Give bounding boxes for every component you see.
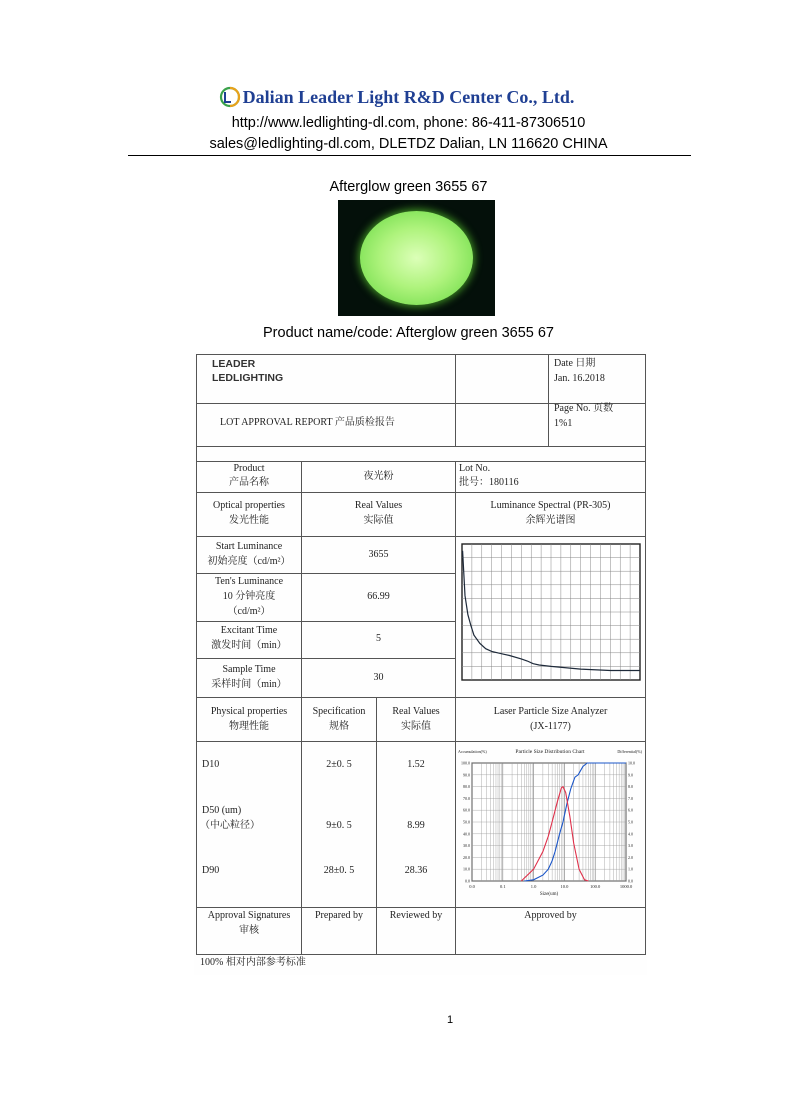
header-divider [128,155,691,156]
d50-label: D50 (um) [202,805,242,816]
page-no-value: 1%1 [554,418,573,429]
laser-cn: (JX-1177) [530,721,571,732]
excitant-value: 5 [376,633,381,644]
excitant-en: Excitant Time [220,625,278,636]
psd-x-tick-label: 0.1 [499,884,506,889]
report-company-line2: LEDLIGHTING [212,372,284,384]
psd-x-axis-label: Size(um) [539,892,559,897]
leader-light-logo-icon [219,86,241,113]
psd-y-right-tick-label: 1.0 [628,866,633,872]
psd-y-right-tick-label: 6.0 [628,807,633,813]
psd-y-left-tick-label: 40.0 [463,831,470,837]
real-values-en: Real Values [354,500,403,511]
psd-y-left-tick-label: 90.0 [463,772,470,778]
sample-en: Sample Time [222,664,276,675]
ten-lum-en: Ten's Luminance [214,576,284,587]
report-title: LOT APPROVAL REPORT 产品质检报告 [220,417,395,428]
ten-lum-value: 66.99 [367,591,390,602]
psd-y-right-tick-label: 5.0 [628,819,633,825]
physical-en: Physical properties [210,706,288,717]
product-top-caption: Afterglow green 3655 67 [329,179,488,195]
report-footnote: 100% 相对内部参考标准 [200,957,306,968]
psd-chart-title: Particle Size Distribution Chart [515,749,585,755]
date-value: Jan. 16.2018 [554,373,605,384]
psd-right-axis-label: Differential(%) [617,749,642,754]
excitant-cn: 激发时间（min） [211,640,287,651]
d50-value: 8.99 [407,820,425,831]
d90-value: 28.36 [404,865,428,876]
approval-en: Approval Signatures [207,910,291,921]
real2-cn: 实际值 [401,721,431,732]
approved-by: Approved by [524,910,577,921]
report-spacer-cell [196,446,646,462]
d10-value: 1.52 [407,759,425,770]
d10-label: D10 [202,759,220,770]
psd-y-right-tick-label: 7.0 [628,795,633,801]
psd-y-left-tick-label: 50.0 [463,819,470,825]
psd-y-left-tick-label: 80.0 [463,784,470,790]
psd-y-left-tick-label: 20.0 [463,854,470,860]
psd-x-tick-label: 0.0 [469,884,475,889]
psd-y-left-tick-label: 60.0 [463,807,470,813]
product-value: 夜光粉 [363,471,394,482]
psd-x-tick-label: 1000.0 [619,884,633,889]
d50-spec: 9±0. 5 [326,820,352,831]
psd-y-left-tick-label: 0.0 [465,878,470,884]
report-company-line1: LEADER [212,358,256,370]
company-web-phone: http://www.ledlighting-dl.com, phone: 86-411-87306510 [231,115,586,131]
real-values-cn: 实际值 [363,515,394,526]
luminance-decay-chart [456,540,644,694]
sample-cn: 采样时间（min） [211,679,287,690]
start-lum-en: Start Luminance [215,541,283,552]
start-lum-value: 3655 [368,549,389,560]
company-name: Dalian Leader Light R&D Center Co., Ltd. [242,87,575,107]
report-blank-cell-2 [455,403,549,447]
real2-en: Real Values [392,706,440,717]
spectral-cn: 余辉光谱图 [525,515,576,526]
laser-en: Laser Particle Size Analyzer [493,706,608,717]
company-header [0,86,793,113]
psd-y-left-tick-label: 100.0 [461,760,470,766]
psd-x-tick-label: 1.0 [530,884,537,889]
d10-spec: 2±0. 5 [326,759,352,770]
page-number: 1 [446,1014,454,1026]
physical-cn: 物理性能 [229,721,269,732]
psd-y-right-tick-label: 2.0 [628,854,633,860]
lot-label: Lot No. [459,463,491,474]
company-email-address: sales@ledlighting-dl.com, DLETDZ Dalian, LN 116620 CHINA [209,136,608,152]
lot-value: 批号：180116 [459,477,519,488]
ten-lum-cn1: 10 分钟亮度 [222,591,276,602]
psd-y-left-tick-label: 70.0 [463,795,470,801]
spec-en: Specification [312,706,366,717]
spec-cn: 规格 [329,721,349,732]
psd-x-tick-label: 10.0 [560,884,569,889]
psd-y-right-tick-label: 10.0 [628,760,635,766]
psd-y-left-tick-label: 30.0 [463,843,470,849]
d50-cn: （中心粒径） [200,820,260,831]
product-label-en: Product [233,463,265,474]
approval-cn: 审核 [239,925,259,936]
psd-y-right-tick-label: 8.0 [628,784,633,790]
sample-value: 30 [373,672,384,683]
psd-y-left-tick-label: 10.0 [463,866,470,872]
optical-en: Optical properties [213,500,285,511]
report-blank-cell [455,354,549,404]
date-label: Date 日期 [554,358,596,369]
psd-x-tick-label: 100.0 [590,884,601,889]
product-label-cn: 产品名称 [229,477,269,488]
product-name-code: Product name/code: Afterglow green 3655 67 [263,325,554,341]
optical-cn: 发光性能 [229,515,269,526]
start-lum-cn: 初始亮度（cd/m²） [207,556,291,567]
psd-left-axis-label: Accumulation(%) [458,749,487,754]
ten-lum-cn2: （cd/m²） [227,606,271,617]
lot-approval-report [194,352,647,975]
reviewed-by: Reviewed by [389,910,443,921]
page-no-label: Page No. 页数 [554,403,614,414]
prepared-by: Prepared by [314,910,364,921]
d90-label: D90 [202,865,220,876]
psd-y-right-tick-label: 9.0 [628,772,633,778]
product-photo [338,200,495,316]
psd-y-right-tick-label: 4.0 [628,831,633,837]
psd-y-right-tick-label: 3.0 [628,843,633,849]
psd-y-right-tick-label: 0.0 [628,878,633,884]
d90-spec: 28±0. 5 [323,865,355,876]
particle-size-chart [456,743,644,906]
spectral-en: Luminance Spectral (PR-305) [490,500,611,511]
